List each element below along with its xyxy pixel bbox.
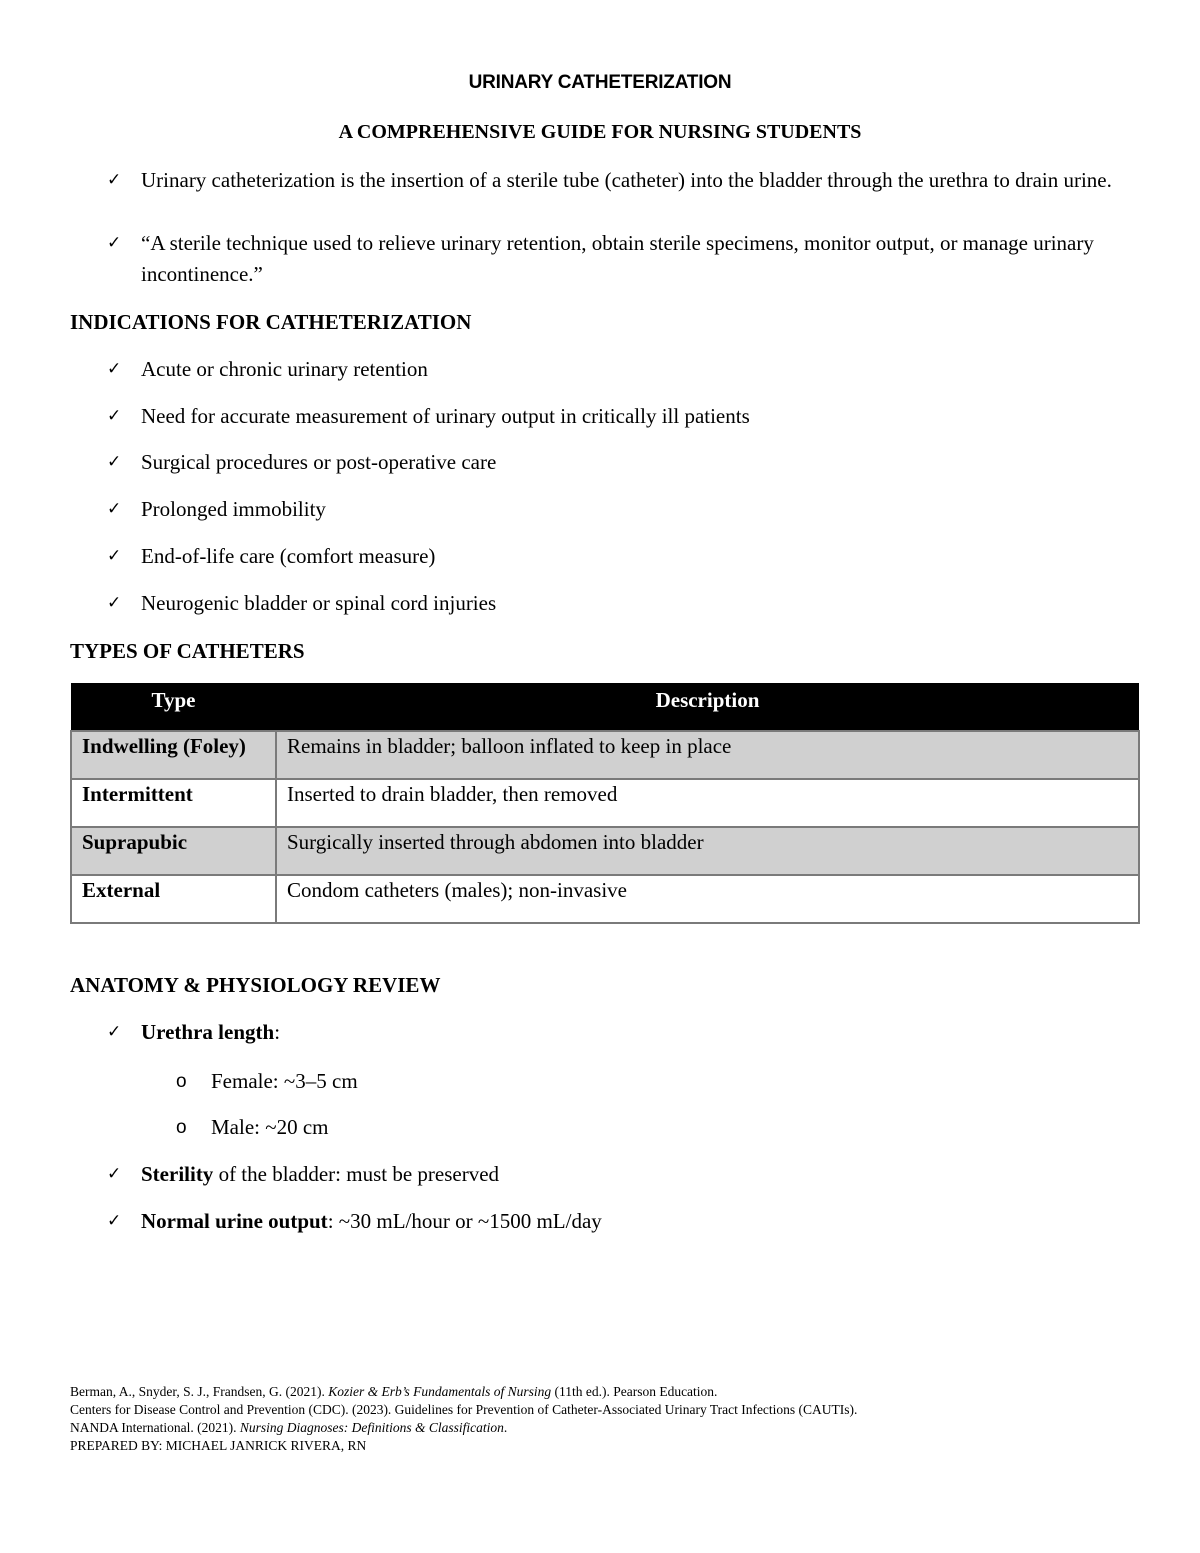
urethra-suffix: : [274,1020,281,1044]
types-heading: TYPES OF CATHETERS [70,639,305,663]
indication-item [107,494,1147,525]
check-mark-icon: ✓ [107,233,122,253]
intro-text: Urinary catheterization is the insertion of a sterile tube (catheter) into the bladder through the urethra to drain urine. [141,168,1112,192]
document-subtitle: A COMPREHENSIVE GUIDE FOR NURSING STUDENTS [338,121,862,143]
indication-text: Surgical procedures or post-operative care [141,450,497,474]
check-mark-icon: ✓ [107,170,122,190]
sterility-label: Sterility [141,1162,214,1186]
intro-text: “A sterile technique used to relieve urinary retention, obtain sterile specimens, monitor output, or manage urinary incontinence.” [141,231,1094,286]
type-cell: External [71,875,276,923]
output-label: Normal urine output [141,1209,328,1233]
reference-3 [70,1419,857,1437]
indication-text: Prolonged immobility [141,497,326,521]
type-cell: Suprapubic [71,827,276,875]
reference-3-authors: NANDA International. (2021). [70,1420,240,1435]
column-header-description: Description [276,683,1139,731]
reference-3-title: Nursing Diagnoses: Definitions & Classification [239,1420,504,1435]
hollow-circle-icon: o [176,1117,187,1138]
reference-1-publisher: (11th ed.). Pearson Education. [551,1384,718,1399]
check-mark-icon: ✓ [107,1022,122,1042]
reference-1-title: Kozier & Erb’s Fundamentals of Nursing [328,1384,552,1399]
type-cell: Intermittent [71,779,276,827]
references [70,1383,857,1455]
table-row [71,875,1139,923]
indication-item [107,588,1147,619]
reference-2: Centers for Disease Control and Prevention (CDC). (2023). Guidelines for Prevention of Catheter-Associated Urinary Tract Infections (CAUTIs). [70,1402,858,1417]
table-header-row [71,683,1139,731]
indication-text: Neurogenic bladder or spinal cord injuries [141,591,497,615]
male-length: Male: ~20 cm [211,1115,329,1139]
anatomy-item-sterility [107,1159,1147,1190]
prepared-by: PREPARED BY: MICHAEL JANRICK RIVERA, RN [70,1438,367,1453]
indication-text: Need for accurate measurement of urinary output in critically ill patients [141,404,750,428]
female-length: Female: ~3–5 cm [211,1069,358,1093]
anatomy-item-urethra [107,1017,1147,1048]
document-title: URINARY CATHETERIZATION [468,72,732,93]
check-mark-icon: ✓ [107,406,122,426]
indication-item [107,401,1147,432]
hollow-circle-icon: o [176,1071,187,1092]
check-mark-icon: ✓ [107,359,122,379]
anatomy-heading: ANATOMY & PHYSIOLOGY REVIEW [70,973,441,997]
check-mark-icon: ✓ [107,593,122,613]
indication-text: End-of-life care (comfort measure) [141,544,436,568]
reference-3-end: . [503,1420,508,1435]
reference-1 [70,1383,857,1401]
intro-bullet [107,165,1147,196]
check-mark-icon: ✓ [107,546,122,566]
description-cell: Condom catheters (males); non-invasive [276,875,1139,923]
column-header-type: Type [71,683,276,731]
reference-1-authors: Berman, A., Snyder, S. J., Frandsen, G. (2021). [70,1384,329,1399]
check-mark-icon: ✓ [107,1211,122,1231]
type-cell: Indwelling (Foley) [71,731,276,779]
indications-heading: INDICATIONS FOR CATHETERIZATION [70,310,472,334]
indication-item [107,447,1147,478]
check-mark-icon: ✓ [107,1164,122,1184]
anatomy-subitem-male [176,1112,329,1143]
indication-item [107,541,1147,572]
sterility-text: of the bladder: must be preserved [213,1162,500,1186]
table-row [71,827,1139,875]
indication-item [107,354,1147,385]
anatomy-subitem-female [176,1066,358,1097]
catheter-types-table [70,683,1140,924]
output-text: : ~30 mL/hour or ~1500 mL/day [327,1209,602,1233]
urethra-label: Urethra length [141,1020,275,1044]
check-mark-icon: ✓ [107,452,122,472]
indication-text: Acute or chronic urinary retention [141,357,428,381]
intro-bullet [107,228,1147,290]
table-row [71,731,1139,779]
anatomy-item-output [107,1206,1147,1237]
table-row [71,779,1139,827]
description-cell: Remains in bladder; balloon inflated to keep in place [276,731,1139,779]
description-cell: Surgically inserted through abdomen into bladder [276,827,1139,875]
description-cell: Inserted to drain bladder, then removed [276,779,1139,827]
check-mark-icon: ✓ [107,499,122,519]
